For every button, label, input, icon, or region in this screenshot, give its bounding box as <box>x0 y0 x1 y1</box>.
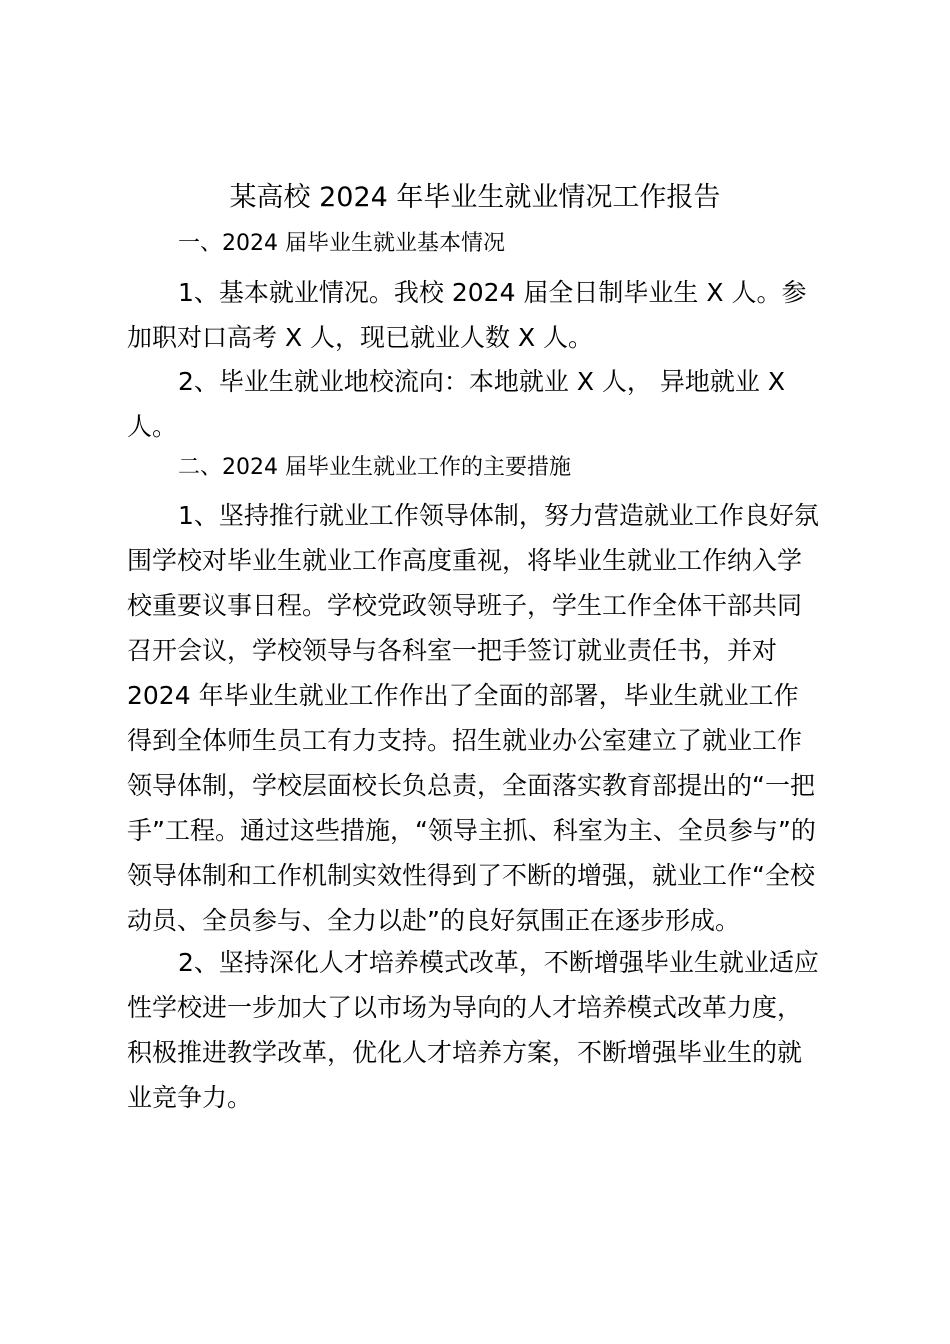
text-line: 领导体制和工作机制实效性得到了不断的增强，就业工作“全校 <box>127 861 815 890</box>
text-line: 手”工程。通过这些措施，“领导主抓、科室为主、全员参与”的 <box>127 816 816 845</box>
text-line: 动员、全员参与、全力以赴”的良好氛围正在逐步形成。 <box>127 906 740 935</box>
section-heading-2: 二、2024 届毕业生就业工作的主要措施 <box>178 455 571 480</box>
text-line: 2、毕业生就业地校流向：本地就业 X 人， 异地就业 X <box>178 367 785 396</box>
text-line: 召开会议，学校领导与各科室一把手签订就业责任书，并对 <box>127 636 778 665</box>
text-line: 2、坚持深化人才培养模式改革，不断增强毕业生就业适应 <box>178 948 819 977</box>
paragraph-employment-destination <box>127 359 847 449</box>
text-line: 加职对口高考 X 人，现已就业人数 X 人。 <box>127 323 594 352</box>
text-line: 2024 年毕业生就业工作作出了全面的部署，毕业生就业工作 <box>127 681 799 710</box>
text-line: 得到全体师生员工有力支持。招生就业办公室建立了就业工作 <box>127 726 803 755</box>
text-line: 业竞争力。 <box>127 1083 253 1112</box>
section-heading-1: 一、2024 届毕业生就业基本情况 <box>178 231 505 256</box>
paragraph-leadership-system <box>127 493 847 943</box>
paragraph-talent-training-reform <box>127 940 847 1120</box>
paragraph-basic-employment <box>127 270 847 360</box>
text-line: 领导体制，学校层面校长负总责，全面落实教育部提出的“一把 <box>127 771 815 800</box>
text-line: 围学校对毕业生就业工作高度重视，将毕业生就业工作纳入学 <box>127 546 803 575</box>
text-line: 积极推进教学改革，优化人才培养方案，不断增强毕业生的就 <box>127 1038 803 1067</box>
text-line: 1、基本就业情况。我校 2024 届全日制毕业生 X 人。参 <box>178 278 807 307</box>
text-line: 性学校进一步加大了以市场为导向的人才培养模式改革力度， <box>127 993 803 1022</box>
text-line: 人。 <box>127 412 178 441</box>
text-line: 1、坚持推行就业工作领导体制，努力营造就业工作良好氛 <box>178 501 819 530</box>
text-line: 校重要议事日程。学校党政领导班子，学生工作全体干部共同 <box>127 591 803 620</box>
document-title: 某高校 2024 年毕业生就业情况工作报告 <box>229 182 721 213</box>
